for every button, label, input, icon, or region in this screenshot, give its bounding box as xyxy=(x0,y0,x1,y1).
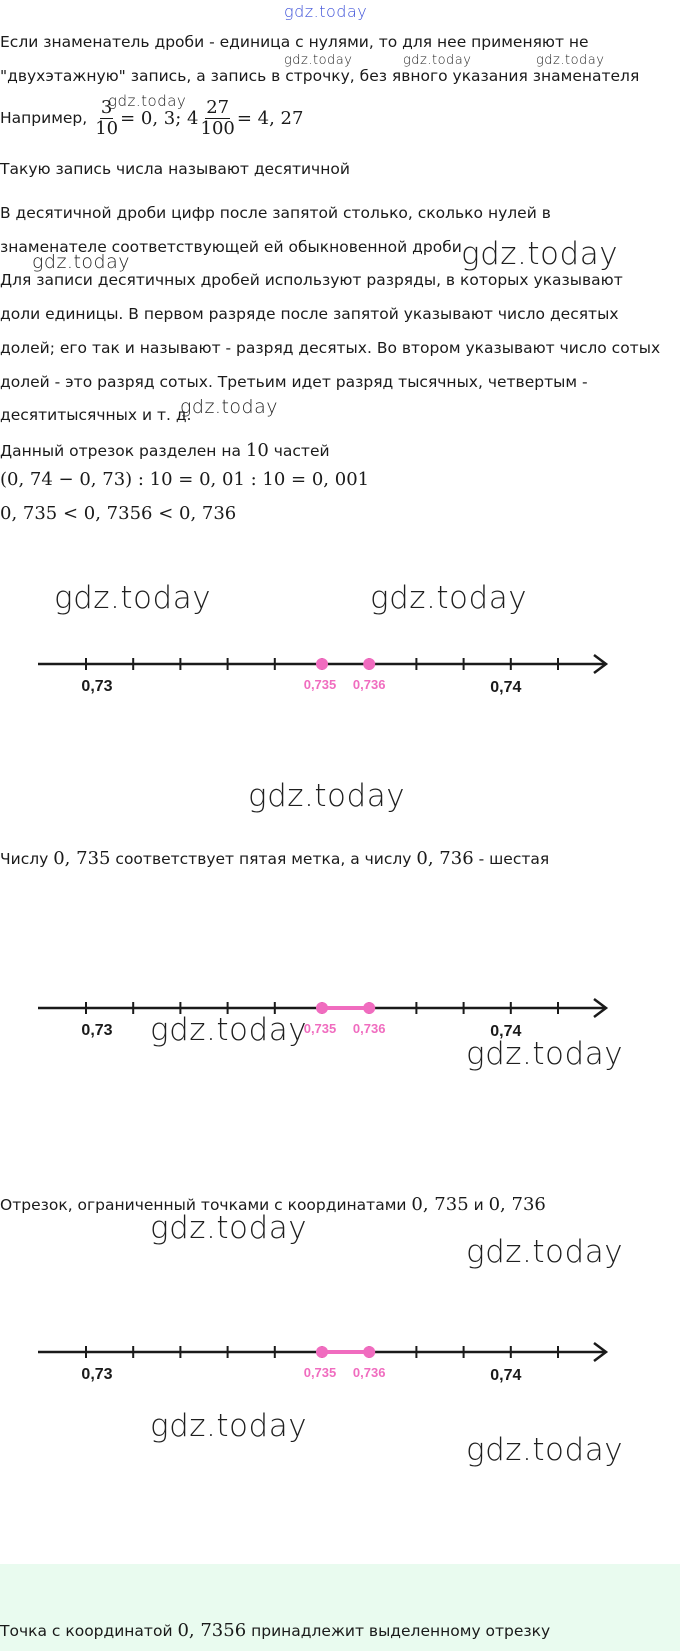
point-b-label: 0,736 xyxy=(352,1365,386,1380)
fraction xyxy=(201,98,235,139)
example-prefix: Например, xyxy=(0,109,88,128)
watermark: gdz.today xyxy=(536,53,605,68)
inequality: 0, 735 < 0, 7356 < 0, 736 xyxy=(0,503,237,524)
text: принадлежит выделенному отрезку xyxy=(246,1622,551,1640)
point-a-label: 0,735 xyxy=(303,677,337,692)
paragraph-line: знаменателе соответствующей ей обыкновенной дроби xyxy=(0,238,462,256)
point-b xyxy=(363,1346,375,1358)
numerator: 27 xyxy=(206,97,230,118)
paragraph-line: долей - это разряд сотых. Третьим идет разряд тысячных, четвертым - xyxy=(0,373,588,391)
paragraph-line: В десятичной дроби цифр после запятой столько, сколько нулей в xyxy=(0,204,551,222)
text: Данный отрезок разделен на xyxy=(0,442,246,460)
tick-label-right: 0,74 xyxy=(490,679,522,696)
tick-label-right: 0,74 xyxy=(490,1367,522,1384)
tick-label-left: 0,73 xyxy=(81,1022,113,1039)
point-a xyxy=(316,658,328,670)
denominator: 10 xyxy=(95,117,119,139)
watermark: gdz.today xyxy=(54,580,212,616)
watermark: gdz.today xyxy=(284,53,353,68)
paragraph-line: Для записи десятичных дробей используют разряды, в которых указывают xyxy=(0,271,623,289)
calculation: (0, 74 − 0, 73) : 10 = 0, 01 : 10 = 0, 001 xyxy=(0,469,370,490)
paragraph-line xyxy=(0,848,549,869)
watermark: gdz.today xyxy=(108,92,187,110)
tick-label-right: 0,74 xyxy=(490,1023,522,1040)
text: - шестая xyxy=(473,850,550,868)
numerator: 3 xyxy=(100,97,113,118)
text: и xyxy=(468,1196,489,1214)
point-b xyxy=(363,658,375,670)
math-number: 0, 736 xyxy=(488,1194,546,1215)
watermark: gdz.today xyxy=(32,251,130,273)
point-a-label: 0,735 xyxy=(303,1365,337,1380)
point-b-label: 0,736 xyxy=(352,1021,386,1036)
watermark: gdz.today xyxy=(466,1234,624,1270)
paragraph-line xyxy=(0,440,330,461)
watermark: gdz.today xyxy=(370,580,528,616)
text: соответствует пятая метка, а числу xyxy=(110,850,417,868)
point-a xyxy=(316,1346,328,1358)
paragraph-line: долей; его так и называют - разряд десятых. Во втором указывают число сотых xyxy=(0,339,661,357)
paragraph-line: Если знаменатель дроби - единица с нулями, то для нее применяют не xyxy=(0,33,589,51)
paragraph-line: Такую запись числа называют десятичной xyxy=(0,160,350,178)
text: Точка с координатой xyxy=(0,1622,178,1640)
point-b-label: 0,736 xyxy=(352,677,386,692)
answer-line xyxy=(0,1620,550,1641)
watermark: gdz.today xyxy=(466,1036,624,1072)
equation-part: = 0, 3; 4 xyxy=(120,107,199,129)
watermark-top: gdz.today xyxy=(284,2,368,21)
point-a xyxy=(316,1002,328,1014)
number-line-1 xyxy=(0,652,680,732)
watermark: gdz.today xyxy=(403,53,472,68)
paragraph-line: доли единицы. В первом разряде после запятой указывают число десятых xyxy=(0,305,619,323)
tick-label-left: 0,73 xyxy=(81,678,113,695)
math-number: 0, 736 xyxy=(416,848,474,869)
point-a-label: 0,735 xyxy=(303,1021,337,1036)
text: частей xyxy=(268,442,330,460)
watermark: gdz.today xyxy=(150,1012,308,1048)
watermark: gdz.today xyxy=(461,236,619,272)
text: Отрезок, ограниченный точками с координатами xyxy=(0,1196,412,1214)
watermark: gdz.today xyxy=(150,1408,308,1444)
watermark: gdz.today xyxy=(180,396,278,418)
point-b xyxy=(363,1002,375,1014)
denominator: 100 xyxy=(200,117,235,139)
watermark: gdz.today xyxy=(466,1432,624,1468)
watermark: gdz.today xyxy=(150,1210,308,1246)
math-number: 10 xyxy=(245,440,269,461)
equation-part: = 4, 27 xyxy=(236,107,304,129)
watermark: gdz.today xyxy=(248,778,406,814)
math-number: 0, 735 xyxy=(53,848,111,869)
text: Числу xyxy=(0,850,54,868)
paragraph-line: десятитысячных и т. д. xyxy=(0,406,192,424)
math-number: 0, 735 xyxy=(411,1194,469,1215)
tick-label-left: 0,73 xyxy=(81,1366,113,1383)
paragraph-line: "двухэтажную" запись, а запись в строчку, без явного указания знаменателя xyxy=(0,67,640,85)
number-line-3 xyxy=(0,1340,680,1420)
math-number: 0, 7356 xyxy=(177,1620,247,1641)
